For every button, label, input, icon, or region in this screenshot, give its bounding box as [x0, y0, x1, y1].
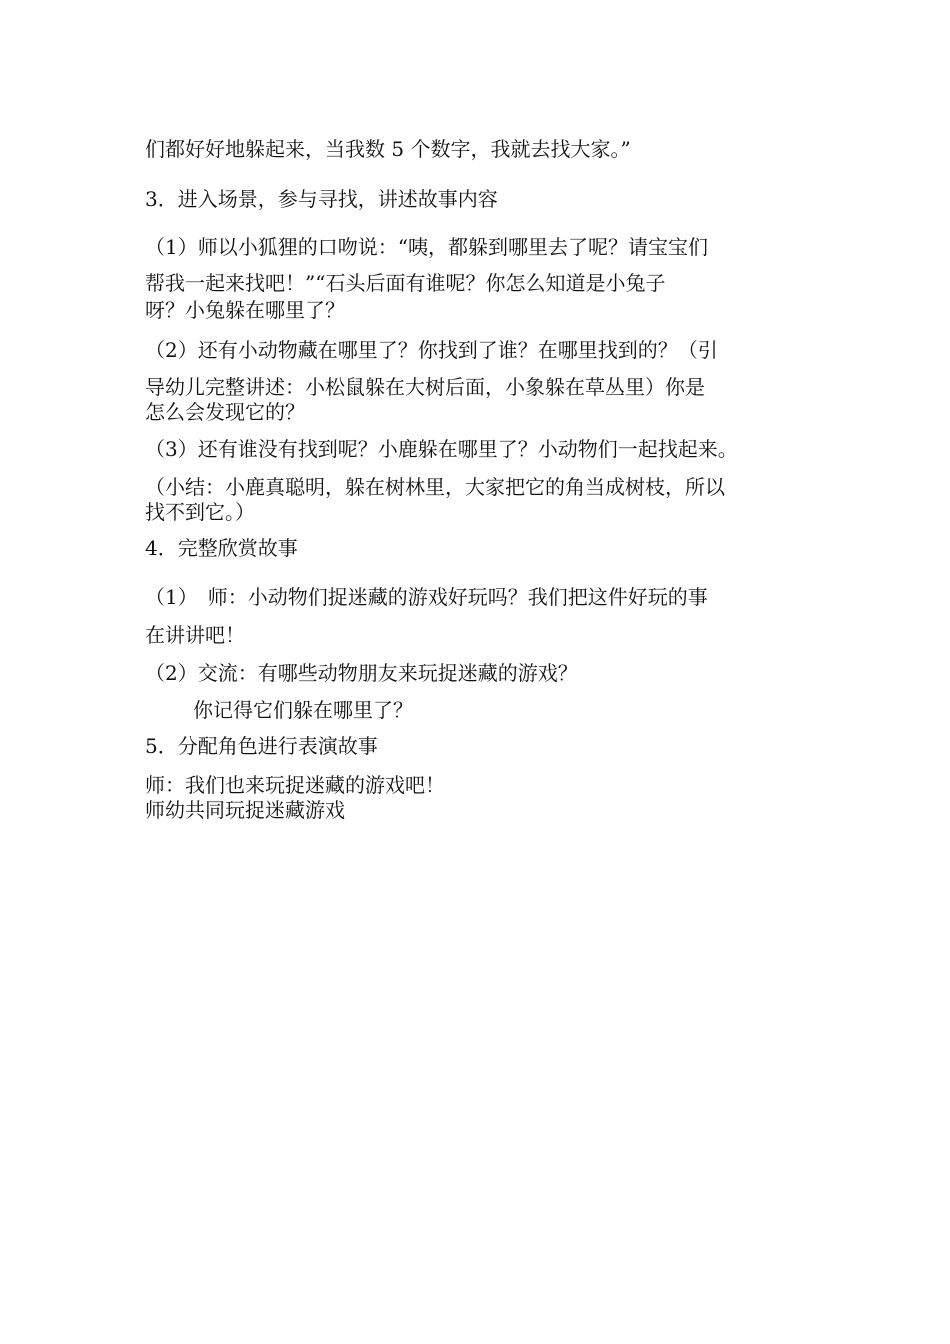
- text-line: 们都好好地躲起来，当我数 5 个数字，我就去找大家。”: [145, 137, 631, 161]
- text-line: （1） 师：小动物们捉迷藏的游戏好玩吗？我们把这件好玩的事: [145, 585, 708, 609]
- text-line: 在讲讲吧！: [145, 623, 245, 647]
- text-line: 师：我们也来玩捉迷藏的游戏吧！: [145, 773, 445, 797]
- text-line: （小结：小鹿真聪明，躲在树林里，大家把它的角当成树枝，所以: [145, 475, 725, 499]
- text-line: （3）还有谁没有找到呢？小鹿躲在哪里了？小动物们一起找起来。: [145, 437, 738, 461]
- text-line: （2）交流：有哪些动物朋友来玩捉迷藏的游戏？: [145, 661, 578, 685]
- text-line: 帮我一起来找吧！”“石头后面有谁呢？你怎么知道是小兔子: [145, 271, 666, 295]
- text-line: 找不到它。）: [145, 500, 255, 524]
- text-line: （2）还有小动物藏在哪里了？你找到了谁？在哪里找到的？（引: [145, 338, 718, 362]
- section-heading: 3．进入场景，参与寻找，讲述故事内容: [145, 187, 498, 211]
- text-line: 导幼儿完整讲述：小松鼠躲在大树后面，小象躲在草丛里）你是: [145, 375, 705, 399]
- text-line: 师幼共同玩捉迷藏游戏: [145, 798, 345, 822]
- text-line: 呀？小兔躲在哪里了？: [145, 298, 345, 322]
- text-line: 怎么会发现它的？: [145, 400, 305, 424]
- text-line: （1）师以小狐狸的口吻说：“咦，都躲到哪里去了呢？请宝宝们: [145, 235, 708, 259]
- section-heading: 5．分配角色进行表演故事: [145, 734, 378, 758]
- text-line: 你记得它们躲在哪里了？: [193, 698, 413, 722]
- section-heading: 4．完整欣赏故事: [145, 536, 298, 560]
